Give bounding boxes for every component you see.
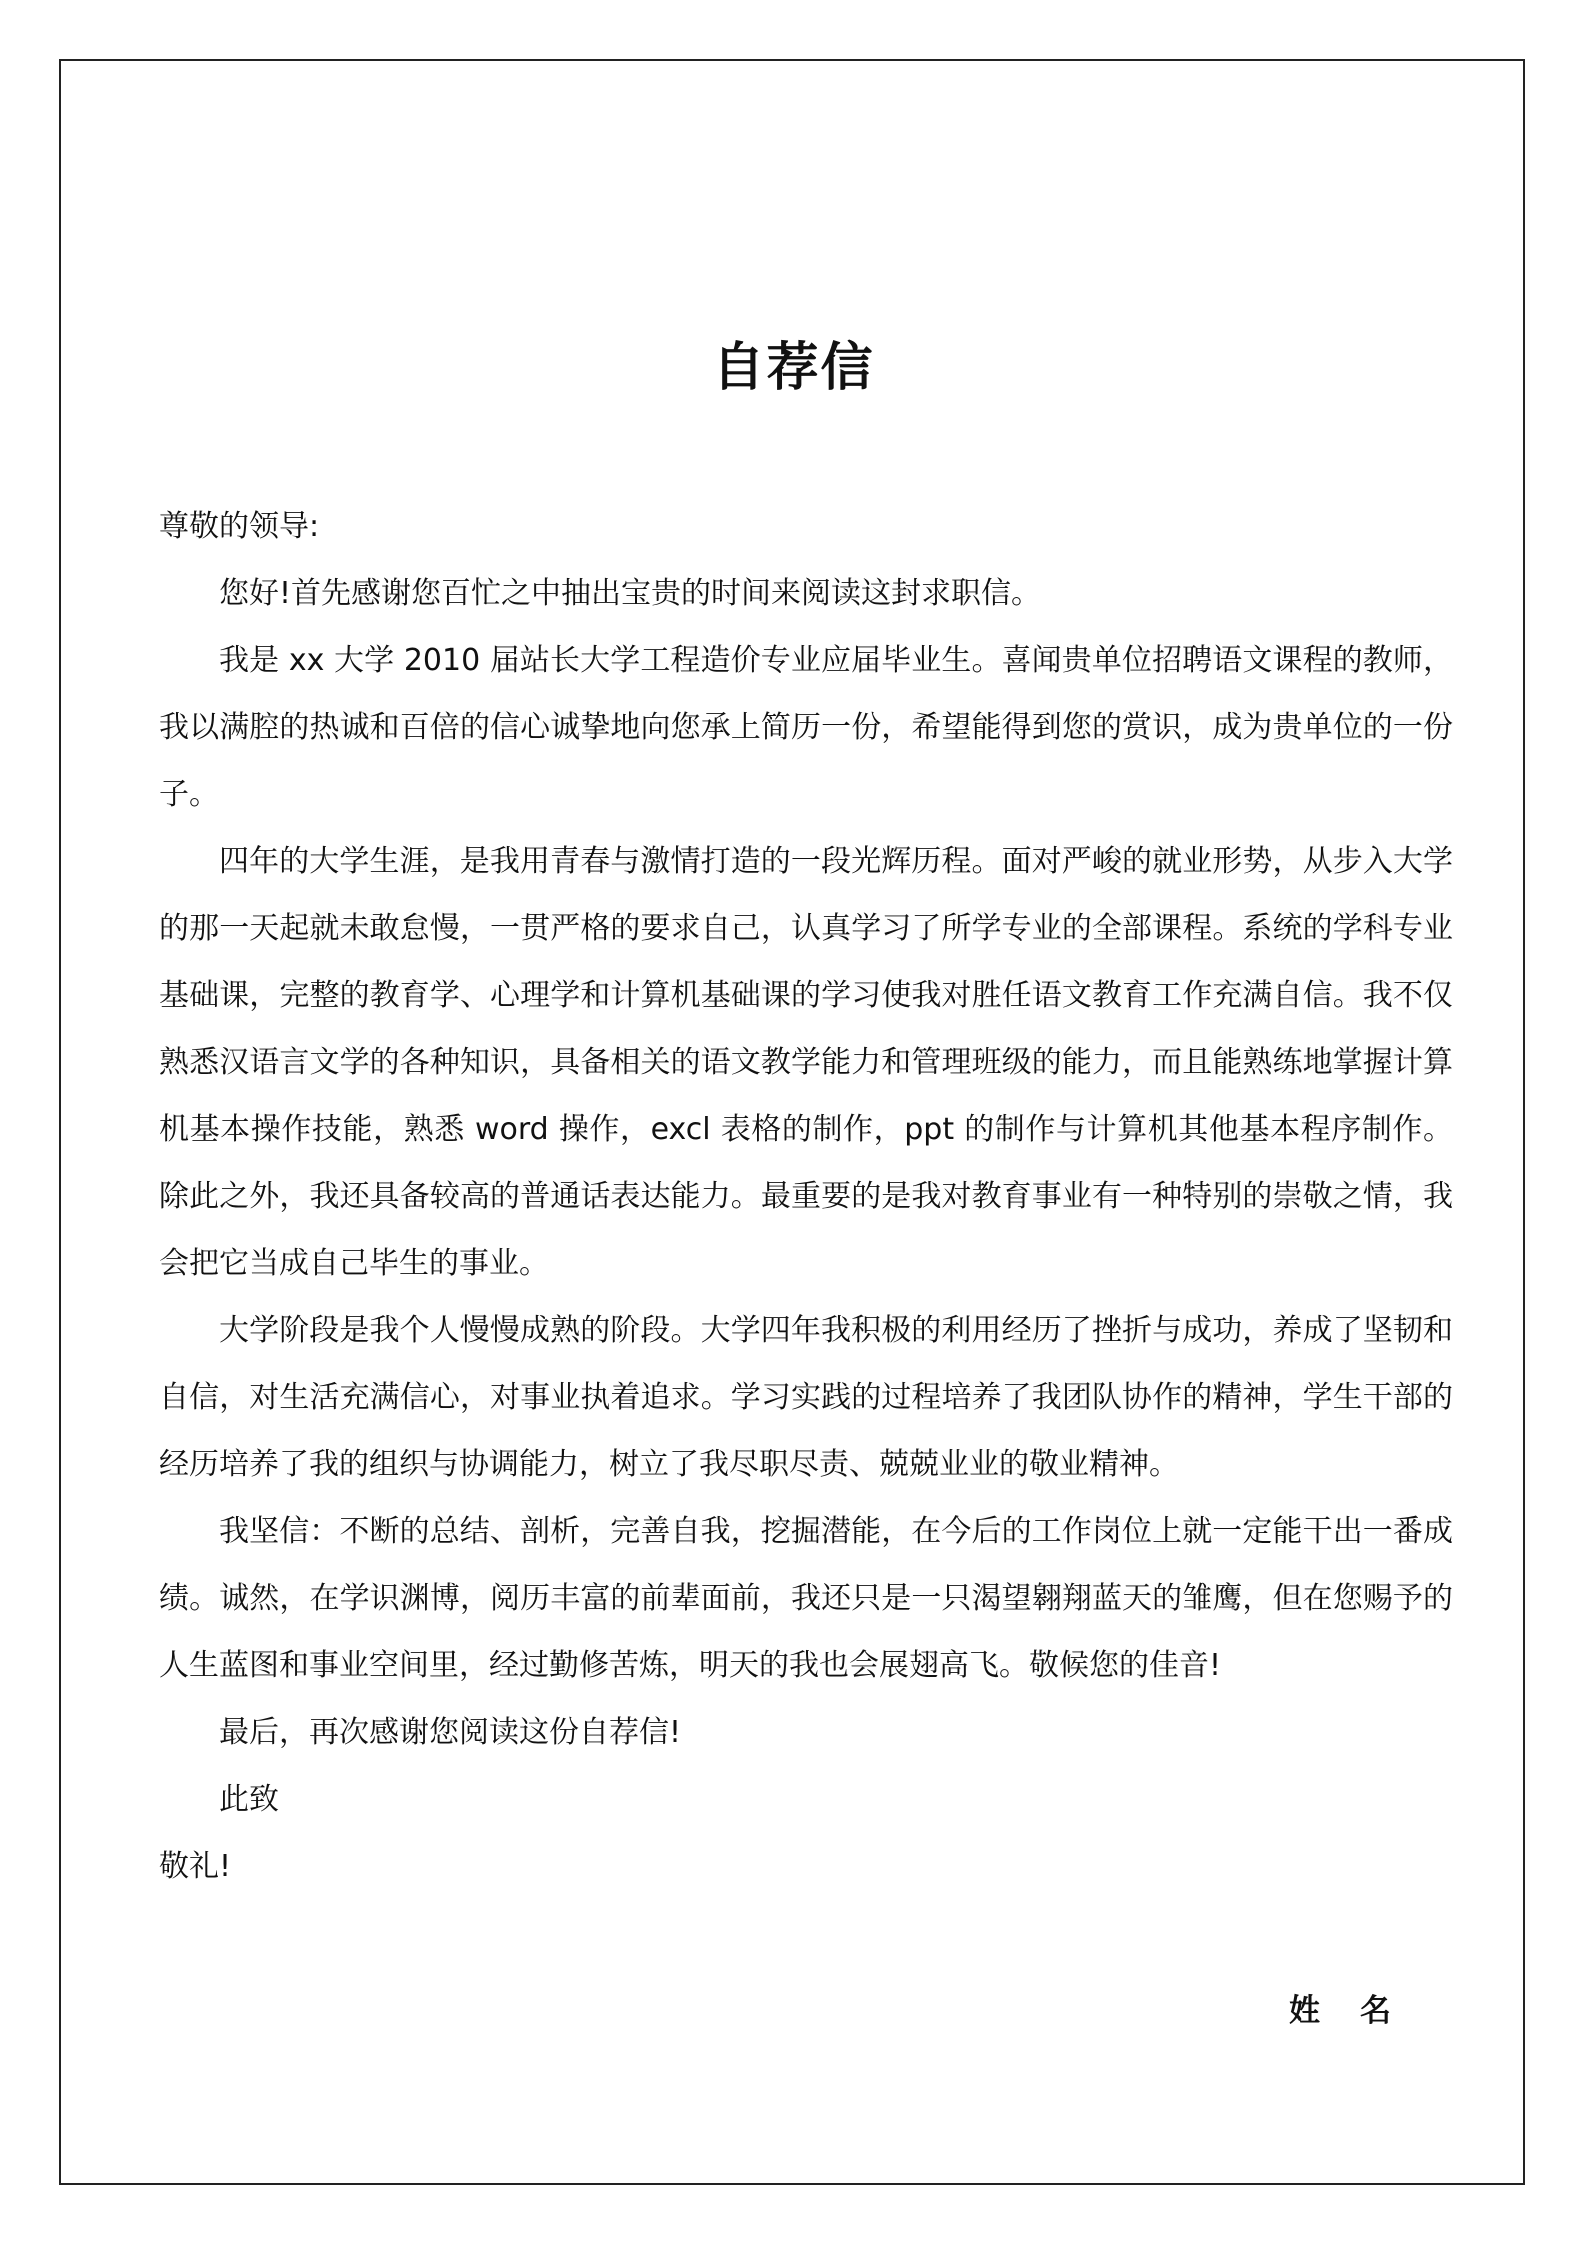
closing-thanks: 最后，再次感谢您阅读这份自荐信! xyxy=(219,1715,682,1750)
letter-body xyxy=(159,493,1453,1900)
paragraph-conviction: 我坚信：不断的总结、剖析，完善自我，挖掘潜能，在今后的工作岗位上就一定能干出一番成绩。诚然，在学识渊博，阅历丰富的前辈面前，我还只是一只渴望翱翔蓝天的雏鹰，但在您赐予的人生蓝图和事业空间里，经过勤修苦炼，明天的我也会展翅高飞。敬候您的佳音! xyxy=(159,1514,1453,1683)
paragraph-introduction: 我是 xx 大学 2010 届站长大学工程造价专业应届毕业生。喜闻贵单位招聘语文课程的教师，我以满腔的热诚和百倍的信心诚挚地向您承上简历一份，希望能得到您的赏识，成为贵单位的一份子。 xyxy=(159,643,1453,812)
closing-cizhi: 此致 xyxy=(219,1782,279,1817)
paragraph-personal-growth: 大学阶段是我个人慢慢成熟的阶段。大学四年我积极的利用经历了挫折与成功，养成了坚韧和自信，对生活充满信心，对事业执着追求。学习实践的过程培养了我团队协作的精神，学生干部的经历培养了我的组织与协调能力，树立了我尽职尽责、兢兢业业的敬业精神。 xyxy=(159,1313,1453,1482)
salutation: 尊敬的领导: xyxy=(159,509,320,544)
paragraph-university-study: 四年的大学生涯，是我用青春与激情打造的一段光辉历程。面对严峻的就业形势，从步入大学的那一天起就未敢怠慢，一贯严格的要求自己，认真学习了所学专业的全部课程。系统的学科专业基础课，完整的教育学、心理学和计算机基础课的学习使我对胜任语文教育工作充满自信。我不仅熟悉汉语言文学的各种知识，具备相关的语文教学能力和管理班级的能力，而且能熟练地掌握计算机基本操作技能，熟悉 word 操作，excl 表格的制作，ppt 的制作与计算机其他基本程序制作。除此之外，我还具备较高的普通话表达能力。最重要的是我对教育事业有一种特别的崇敬之情，我会把它当成自己毕生的事业。 xyxy=(159,844,1453,1281)
closing-jingli: 敬礼! xyxy=(159,1849,232,1884)
document-title: 自荐信 xyxy=(712,338,875,398)
greeting-paragraph: 您好!首先感谢您百忙之中抽出宝贵的时间来阅读这封求职信。 xyxy=(219,576,1042,611)
signature-name: 姓名 xyxy=(1289,1993,1431,2029)
